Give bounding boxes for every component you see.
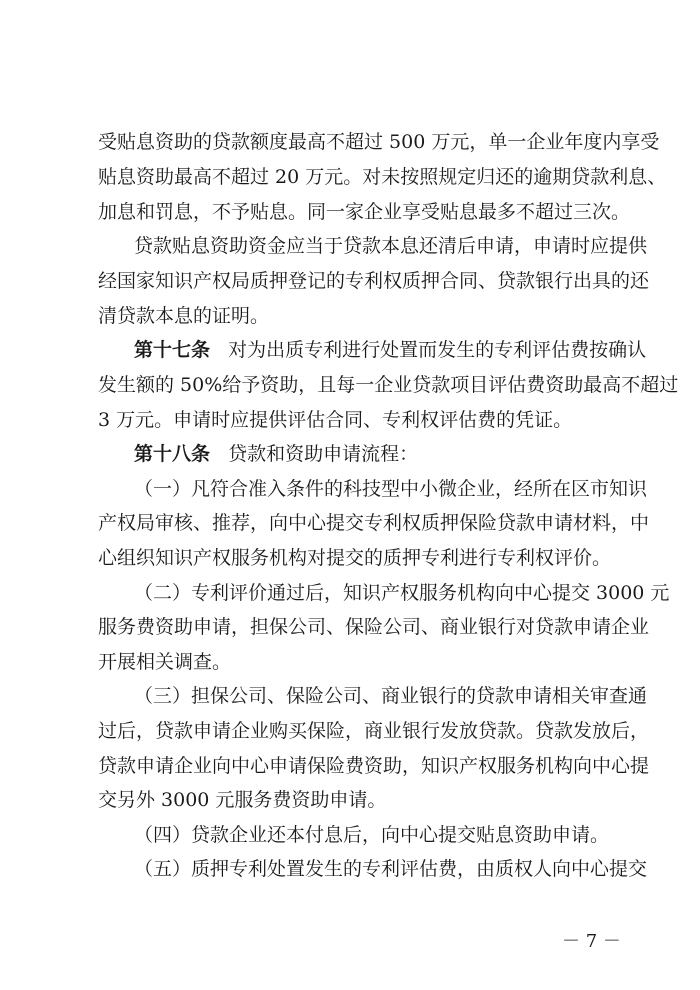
body-line: 贷款申请企业向中心申请保险费资助，知识产权服务机构向中心提: [98, 755, 650, 777]
body-line: 交另外 3000 元服务费资助申请。: [98, 789, 387, 811]
body-line: 开展相关调查。: [98, 651, 232, 673]
body-line: 心组织知识产权服务机构对提交的质押专利进行专利权评价。: [98, 547, 612, 569]
article-heading: 第十七条: [134, 339, 211, 361]
article-17-line: 第十七条 对为出质专利进行处置而发生的专利评估费按确认: [134, 339, 647, 361]
body-line: 贷款贴息资助资金应当于贷款本息还清后申请，申请时应提供: [134, 235, 648, 257]
list-item-line: （四）贷款企业还本付息后，向中心提交贴息资助申请。: [134, 824, 610, 846]
body-line: 清贷款本息的证明。: [98, 305, 270, 327]
body-line: 产权局审核、推荐，向中心提交专利权质押保险贷款申请材料，中: [98, 512, 650, 534]
list-item-line: （五）质押专利处置发生的专利评估费，由质权人向中心提交: [134, 858, 648, 880]
body-line: 贴息资助最高不超过 20 万元。对未按照规定归还的逾期贷款利息、: [98, 166, 667, 188]
body-line: 服务费资助申请，担保公司、保险公司、商业银行对贷款申请企业: [98, 616, 650, 638]
list-item-line: （二）专利评价通过后，知识产权服务机构向中心提交 3000 元: [134, 582, 670, 604]
body-line: 发生额的 50%给予资助，且每一企业贷款项目评估费资助最高不超过: [98, 374, 679, 396]
body-line: 3 万元。申请时应提供评估合同、专利权评估费的凭证。: [98, 409, 573, 431]
body-line: 加息和罚息，不予贴息。同一家企业享受贴息最多不超过三次。: [98, 201, 631, 223]
list-item-line: （三）担保公司、保险公司、商业银行的贷款申请相关审查通: [134, 685, 648, 707]
article-heading: 第十八条: [134, 443, 211, 465]
body-line: 受贴息资助的贷款额度最高不超过 500 万元，单一企业年度内享受: [98, 131, 660, 153]
page-number: － 7 －: [562, 931, 621, 952]
body-line: 过后，贷款申请企业购买保险，商业银行发放贷款。贷款发放后，: [98, 720, 650, 742]
article-18-line: 第十八条 贷款和资助申请流程：: [134, 443, 419, 465]
list-item-line: （一）凡符合准入条件的科技型中小微企业，经所在区市知识: [134, 478, 648, 500]
body-line: 经国家知识产权局质押登记的专利权质押合同、贷款银行出具的还: [98, 270, 650, 292]
